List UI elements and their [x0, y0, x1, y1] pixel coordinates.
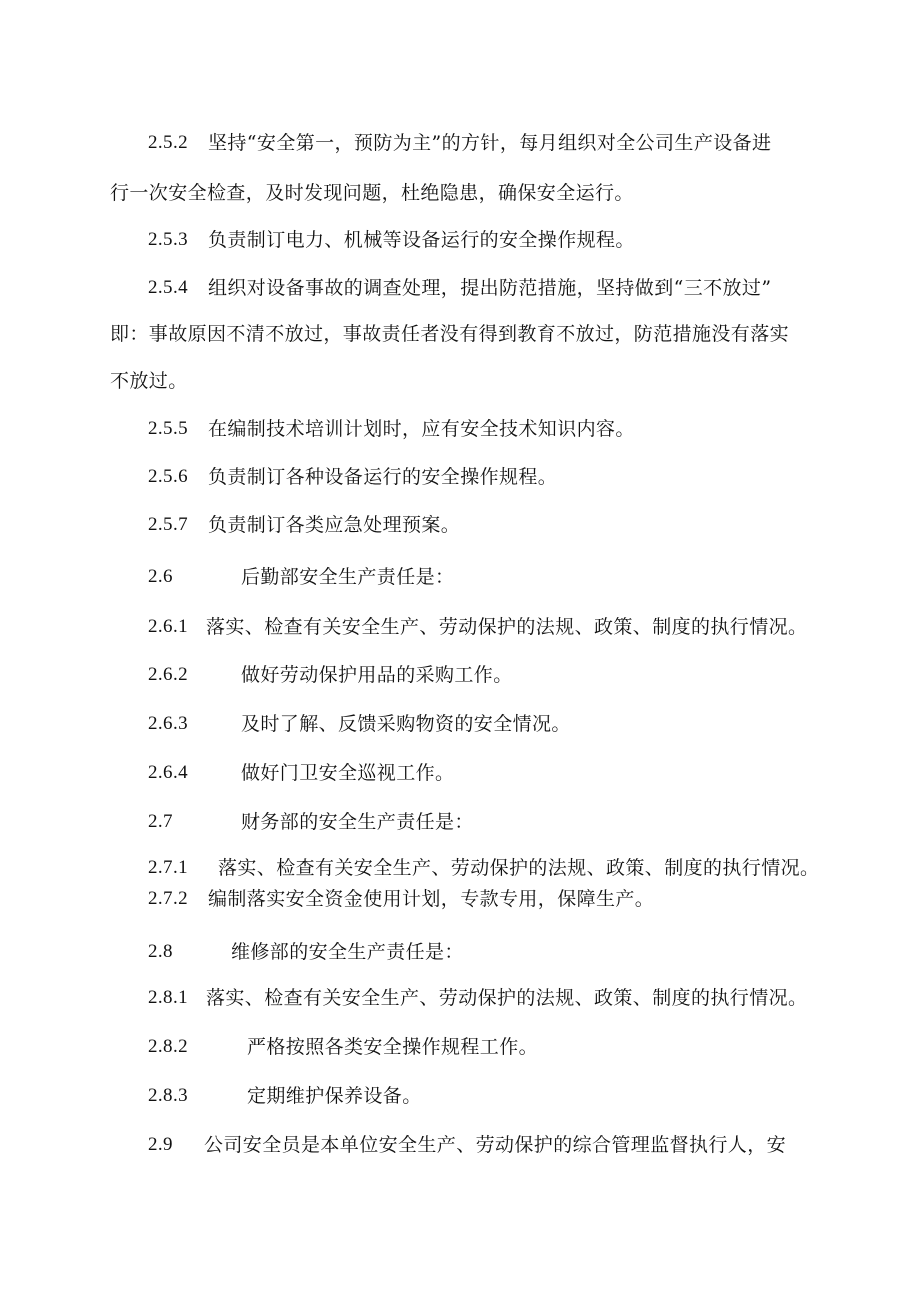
clause-number: 2.7.2 [148, 888, 188, 909]
clause-text: 在编制技术培训计划时，应有安全技术知识内容。 [208, 418, 635, 440]
clause-number: 2.5.3 [148, 229, 188, 250]
clause-text: 做好劳动保护用品的采购工作。 [241, 664, 513, 686]
clause-number: 2.6.3 [148, 713, 188, 734]
clause-number: 2.6.1 [148, 616, 188, 637]
clause-number: 2.8.1 [148, 987, 188, 1008]
clause-number: 2.8.3 [148, 1085, 188, 1106]
section-number: 2.7 [148, 811, 173, 832]
section-heading: 财务部的安全生产责任是： [241, 811, 474, 833]
clause-text: 负责制订各类应急处理预案。 [208, 514, 461, 536]
clause-text: 编制落实安全资金使用计划，专款专用，保障生产。 [208, 888, 655, 910]
section-number: 2.9 [148, 1134, 173, 1155]
clause-continuation: 不放过。 [110, 370, 188, 392]
clause-text: 定期维护保养设备。 [247, 1085, 422, 1107]
clause-text: 及时了解、反馈采购物资的安全情况。 [241, 713, 571, 735]
section-heading: 后勤部安全生产责任是： [241, 566, 455, 588]
clause-text: 严格按照各类安全操作规程工作。 [247, 1036, 539, 1058]
clause-text: 负责制订各种设备运行的安全操作规程。 [208, 466, 558, 488]
clause-continuation: 行一次安全检查，及时发现问题，杜绝隐患，确保安全运行。 [110, 182, 634, 204]
clause-text: 落实、检查有关安全生产、劳动保护的法规、政策、制度的执行情况。 [206, 616, 808, 638]
clause-text: 落实、检查有关安全生产、劳动保护的法规、政策、制度的执行情况。 [218, 857, 820, 879]
clause-continuation: 即：事故原因不清不放过，事故责任者没有得到教育不放过，防范措施没有落实 [110, 323, 790, 345]
clause-number: 2.5.2 [148, 132, 188, 153]
clause-number: 2.5.4 [148, 277, 188, 298]
clause-text: 做好门卫安全巡视工作。 [241, 762, 455, 784]
section-heading: 维修部的安全生产责任是： [231, 941, 464, 963]
clause-text: 坚持“安全第一，预防为主”的方针，每月组织对全公司生产设备进 [208, 132, 772, 154]
clause-number: 2.5.5 [148, 418, 188, 439]
clause-number: 2.5.7 [148, 514, 188, 535]
section-number: 2.6 [148, 566, 173, 587]
clause-number: 2.6.4 [148, 762, 188, 783]
section-text: 公司安全员是本单位安全生产、劳动保护的综合管理监督执行人，安 [204, 1134, 787, 1156]
clause-number: 2.7.1 [148, 857, 188, 878]
section-number: 2.8 [148, 941, 173, 962]
clause-text: 组织对设备事故的调查处理，提出防范措施，坚持做到“三不放过” [208, 277, 772, 299]
clause-text: 落实、检查有关安全生产、劳动保护的法规、政策、制度的执行情况。 [206, 987, 808, 1009]
clause-number: 2.5.6 [148, 466, 188, 487]
clause-number: 2.8.2 [148, 1036, 188, 1057]
clause-number: 2.6.2 [148, 664, 188, 685]
clause-text: 负责制订电力、机械等设备运行的安全操作规程。 [208, 229, 635, 251]
